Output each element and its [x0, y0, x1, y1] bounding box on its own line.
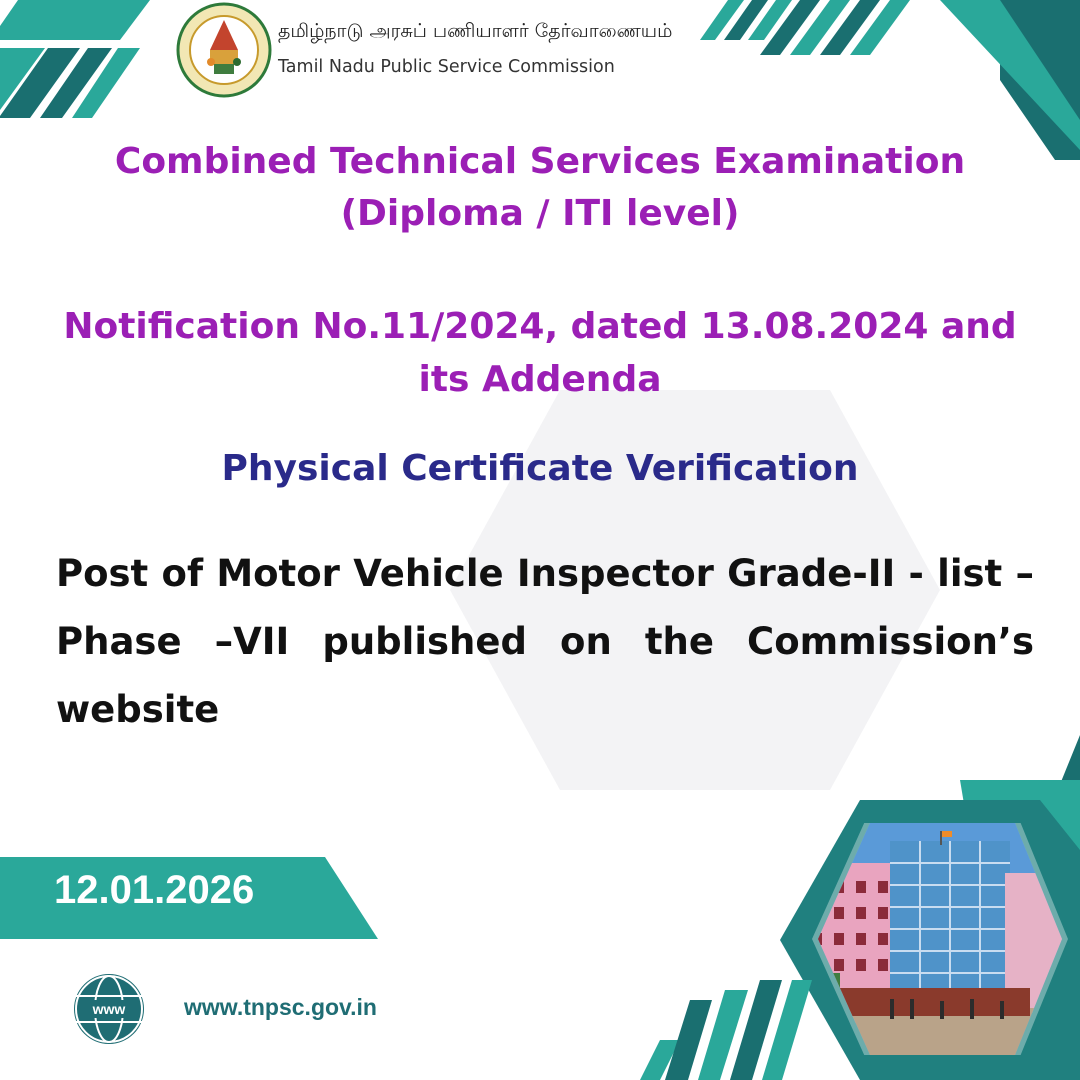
- tamil-nadu-emblem-icon: [176, 2, 272, 98]
- date-label: 12.01.2026: [54, 868, 255, 912]
- org-name-english: Tamil Nadu Public Service Commission: [278, 57, 615, 77]
- globe-www-icon: [72, 972, 146, 1046]
- top-left-stripes: [0, 0, 150, 118]
- notification-line-2: its Addenda: [418, 359, 662, 400]
- notification-info: [30, 300, 1050, 406]
- globe-www-label: www: [92, 1001, 126, 1017]
- website-link[interactable]: www.tnpsc.gov.in: [184, 994, 377, 1020]
- commission-building-photo: [800, 823, 1070, 1055]
- org-name-tamil: தமிழ்நாடு அரசுப் பணியாளர் தேர்வாணையம்: [278, 20, 673, 42]
- announcement-body: Post of Motor Vehicle Inspector Grade-II - list – Phase –VII published on the Commission’s website: [56, 552, 1034, 731]
- exam-title-line-2: (Diploma / ITI level): [340, 193, 740, 234]
- exam-title: [60, 136, 1020, 240]
- section-heading: Physical Certificate Verification: [221, 448, 859, 489]
- notification-line-1: Notification No.11/2024, dated 13.08.2024 and: [63, 306, 1017, 347]
- exam-title-line-1: Combined Technical Services Examination: [114, 141, 966, 182]
